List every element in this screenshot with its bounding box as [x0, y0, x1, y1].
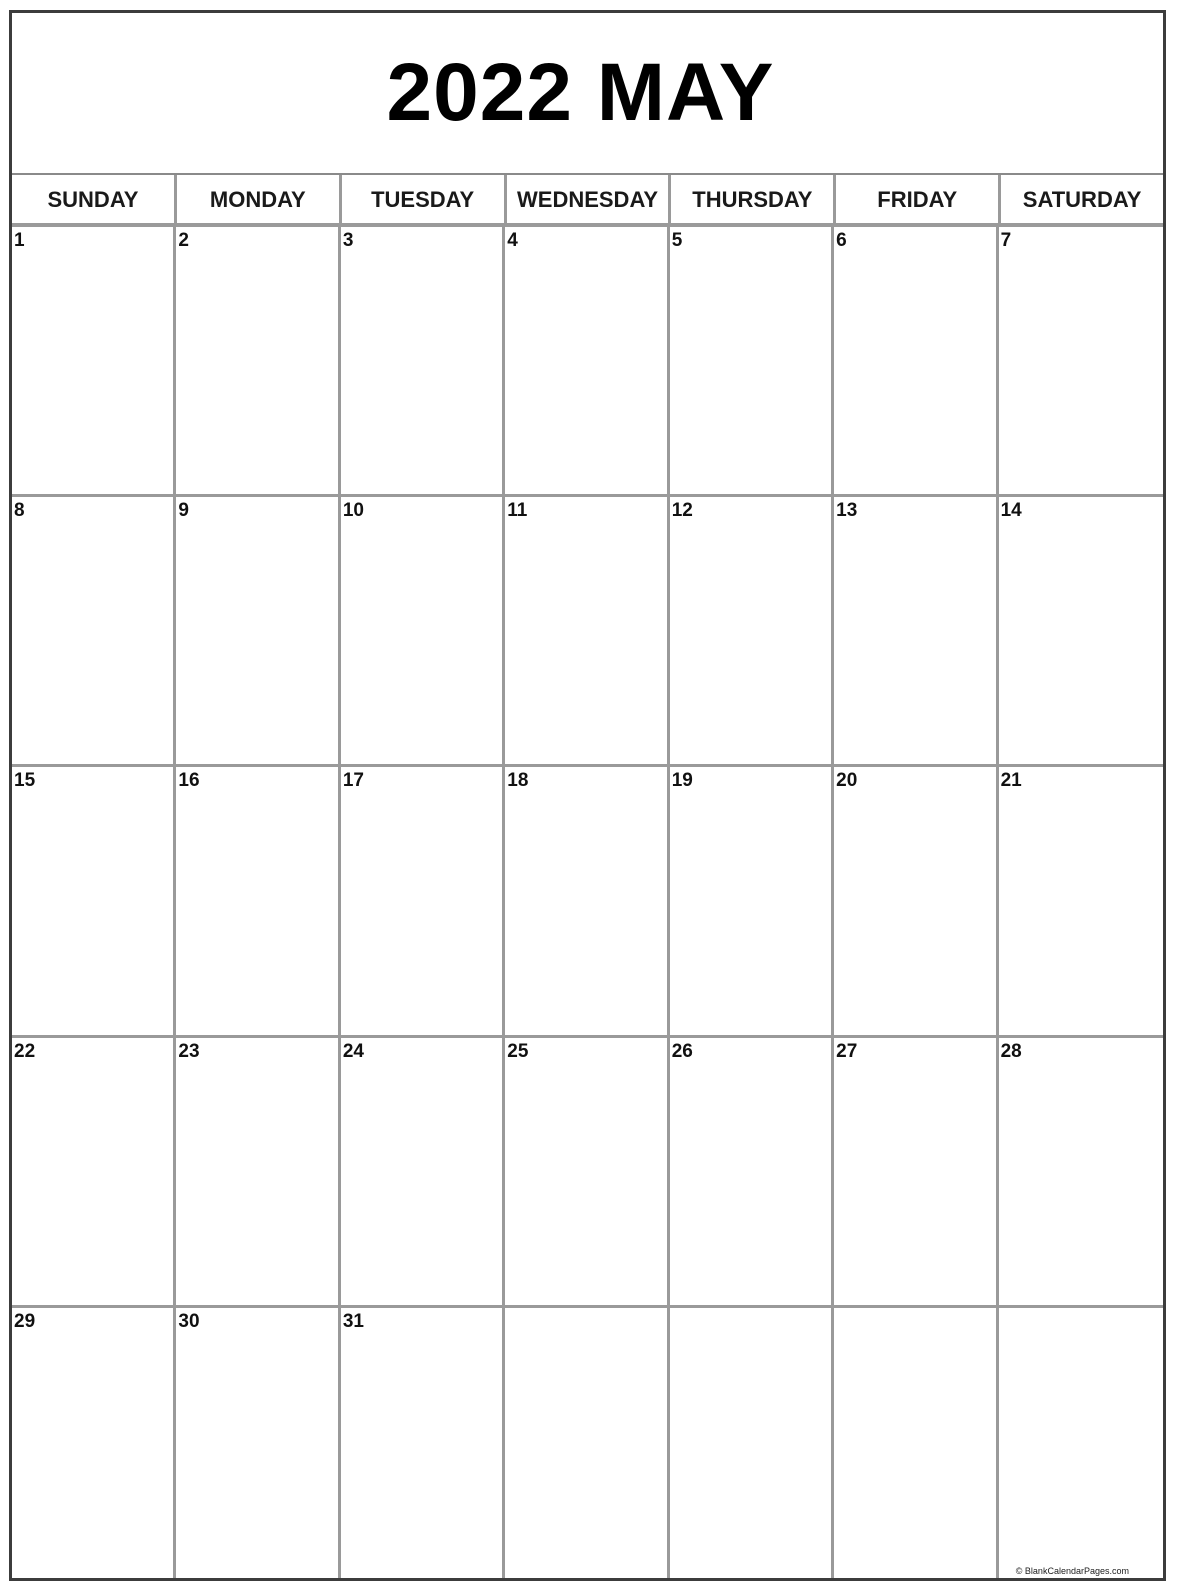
day-cell[interactable] [670, 1308, 834, 1578]
day-number: 25 [507, 1040, 529, 1062]
day-number: 5 [671, 230, 683, 251]
weekday-header-row [12, 175, 1163, 227]
day-number: 16 [178, 770, 200, 792]
weekday-monday: MONDAY [177, 175, 342, 227]
day-number: 3 [342, 230, 354, 251]
day-number: 28 [1000, 1040, 1022, 1062]
weekday-friday: FRIDAY [836, 175, 1001, 227]
day-number: 9 [178, 500, 189, 522]
day-cell[interactable] [670, 767, 834, 1037]
day-number: 18 [507, 770, 529, 792]
day-cell[interactable] [670, 227, 834, 497]
day-cell[interactable] [341, 227, 505, 497]
day-cell[interactable] [834, 1308, 998, 1578]
weekday-wednesday: WEDNESDAY [507, 175, 672, 227]
day-cell[interactable] [999, 1038, 1163, 1308]
day-cell[interactable] [341, 767, 505, 1037]
day-number: 11 [507, 500, 528, 522]
day-number: 4 [507, 230, 518, 251]
day-number: 21 [1000, 770, 1022, 792]
day-number: 27 [836, 1040, 858, 1062]
weekday-thursday: THURSDAY [671, 175, 836, 227]
day-cell[interactable] [12, 1308, 176, 1578]
credit-text: © BlankCalendarPages.com [1015, 1566, 1129, 1576]
day-number: 24 [342, 1040, 364, 1062]
day-cell[interactable] [12, 767, 176, 1037]
day-number: 20 [836, 770, 858, 792]
day-grid [12, 227, 1163, 1578]
title-bar [12, 13, 1163, 175]
day-number: 23 [178, 1040, 200, 1062]
calendar-sheet [9, 10, 1166, 1581]
day-number: 19 [671, 770, 693, 792]
day-cell[interactable] [341, 497, 505, 767]
day-cell[interactable] [341, 1308, 505, 1578]
day-cell[interactable] [505, 1308, 669, 1578]
day-number: 31 [342, 1310, 364, 1332]
day-cell[interactable] [834, 227, 998, 497]
day-cell[interactable] [12, 1038, 176, 1308]
day-cell[interactable] [505, 1038, 669, 1308]
day-cell[interactable] [12, 497, 176, 767]
day-number: 30 [178, 1310, 200, 1332]
day-cell[interactable] [505, 497, 669, 767]
day-cell[interactable] [999, 1308, 1163, 1578]
day-number: 10 [342, 500, 364, 522]
day-cell[interactable] [999, 227, 1163, 497]
day-number: 2 [178, 230, 189, 251]
day-cell[interactable] [176, 767, 340, 1037]
day-cell[interactable] [176, 227, 340, 497]
day-cell[interactable] [341, 1038, 505, 1308]
day-number: 1 [14, 230, 25, 251]
day-cell[interactable] [176, 497, 340, 767]
day-number: 29 [14, 1310, 36, 1332]
day-cell[interactable] [176, 1308, 340, 1578]
day-cell[interactable] [834, 497, 998, 767]
day-number: 17 [342, 770, 364, 792]
day-cell[interactable] [12, 227, 176, 497]
day-cell[interactable] [999, 767, 1163, 1037]
day-number: 8 [14, 500, 25, 522]
day-cell[interactable] [999, 497, 1163, 767]
weekday-tuesday: TUESDAY [342, 175, 507, 227]
day-number: 26 [671, 1040, 693, 1062]
calendar-title: 2022 MAY [386, 47, 775, 138]
day-cell[interactable] [670, 1038, 834, 1308]
day-cell[interactable] [505, 227, 669, 497]
day-number: 12 [671, 500, 693, 522]
day-cell[interactable] [834, 1038, 998, 1308]
day-cell[interactable] [670, 497, 834, 767]
day-cell[interactable] [505, 767, 669, 1037]
weekday-saturday: SATURDAY [1001, 175, 1163, 227]
day-number: 15 [14, 770, 36, 792]
day-cell[interactable] [176, 1038, 340, 1308]
day-number: 13 [836, 500, 858, 522]
day-cell[interactable] [834, 767, 998, 1037]
day-number: 22 [14, 1040, 36, 1062]
day-number: 6 [836, 230, 847, 251]
weekday-sunday: SUNDAY [12, 175, 177, 227]
day-number: 7 [1000, 230, 1012, 251]
day-number: 14 [1000, 500, 1022, 522]
